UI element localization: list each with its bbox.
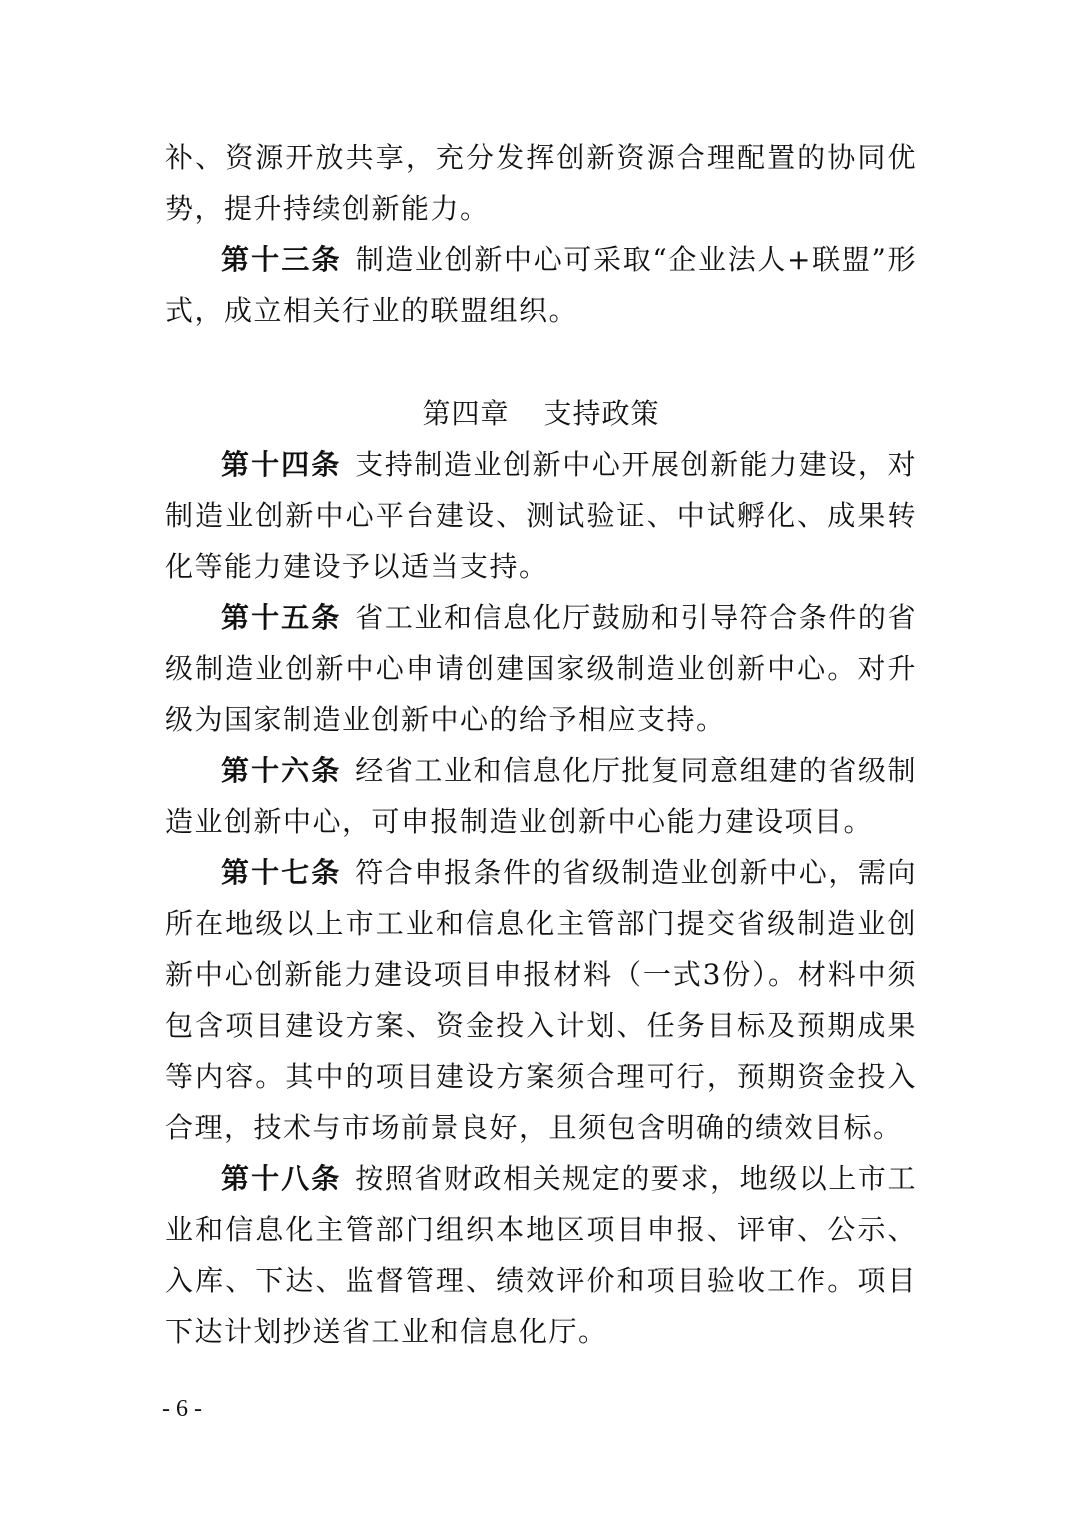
article-number: 第十四条 <box>221 448 342 481</box>
article-text: 制造业创新中心可采取“企业法人+联盟”形式，成立相关行业的联盟组织。 <box>165 243 917 327</box>
chapter-number: 第四章 <box>422 397 510 430</box>
article-number: 第十五条 <box>221 601 342 634</box>
article-15 <box>165 592 917 745</box>
article-18 <box>165 1153 917 1357</box>
chapter-title: 支持政策 <box>543 397 660 430</box>
article-number: 第十六条 <box>221 754 342 787</box>
article-number: 第十八条 <box>221 1162 342 1195</box>
article-text: 省工业和信息化厅鼓励和引导符合条件的省级制造业创新中心申请创建国家级制造业创新中心。对升级为国家制造业创新中心的给予相应支持。 <box>165 601 917 736</box>
article-number: 第十三条 <box>221 243 342 276</box>
article-number: 第十七条 <box>221 856 342 889</box>
article-13 <box>165 234 917 336</box>
article-17 <box>165 847 917 1153</box>
article-text: 经省工业和信息化厅批复同意组建的省级制造业创新中心，可申报制造业创新中心能力建设项目。 <box>165 754 917 838</box>
article-text: 按照省财政相关规定的要求，地级以上市工业和信息化主管部门组织本地区项目申报、评审、公示、入库、下达、监督管理、绩效评价和项目验收工作。项目下达计划抄送省工业和信息化厅。 <box>165 1162 917 1348</box>
article-text: 支持制造业创新中心开展创新能力建设，对制造业创新中心平台建设、测试验证、中试孵化、成果转化等能力建设予以适当支持。 <box>165 448 917 583</box>
article-16 <box>165 745 917 847</box>
article-14 <box>165 439 917 592</box>
chapter-heading <box>165 388 917 439</box>
chapter-spacer <box>165 336 917 388</box>
intro-paragraph: 补、资源开放共享，充分发挥创新资源合理配置的协同优势，提升持续创新能力。 <box>165 141 917 225</box>
article-text: 符合申报条件的省级制造业创新中心，需向所在地级以上市工业和信息化主管部门提交省级制造业创新中心创新能力建设项目申报材料（一式3份）。材料中须包含项目建设方案、资金投入计划、任务目标及预期成果等内容。其中的项目建设方案须合理可行，预期资金投入合理，技术与市场前景良好，且须包含明确的绩效目标。 <box>165 856 917 1144</box>
document-body <box>165 132 917 1357</box>
page-number: - 6 - <box>162 1396 202 1422</box>
